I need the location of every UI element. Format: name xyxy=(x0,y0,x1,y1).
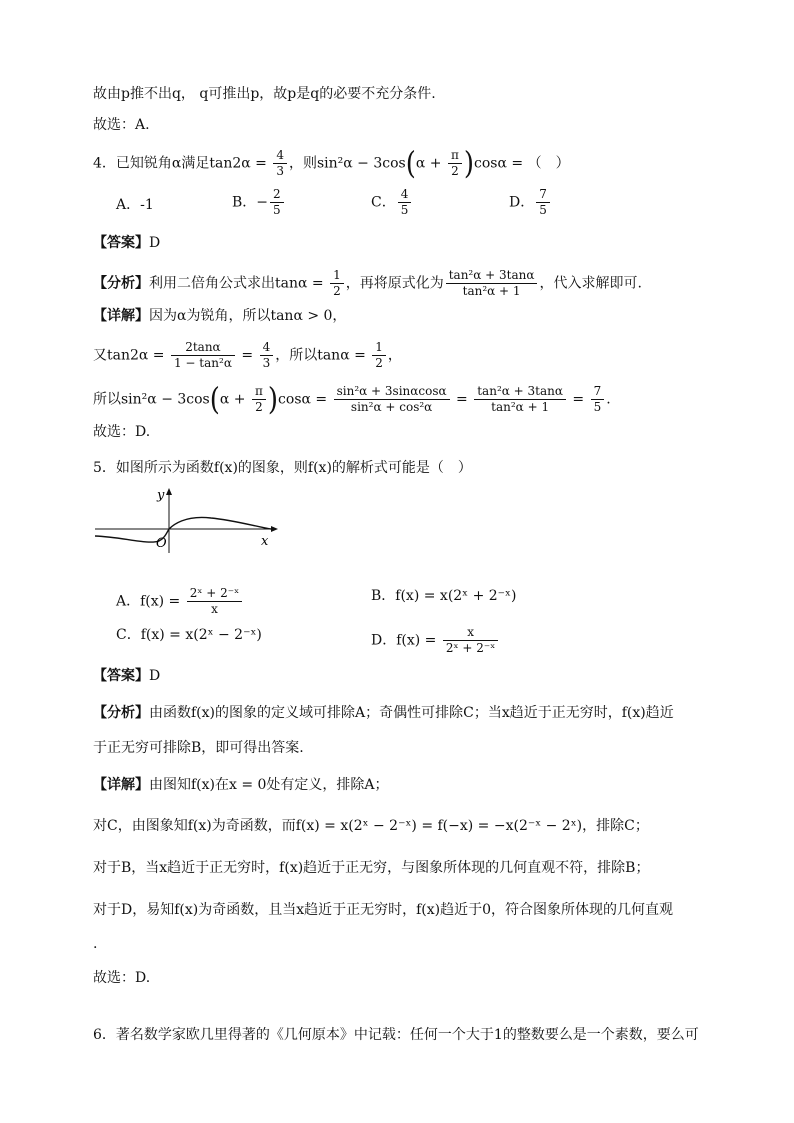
question-4-stem: 4．已知锐角α满足tan2α = $\frac{4}{3}$ ，则sin²α − 3cos(α + $\frac{\pi}{2}$ )cosα = （ ） xyxy=(93,145,570,182)
analysis-line: 【分析】由函数f(x)的图象的定义域可排除A；奇偶性可排除C；当x趋近于正无穷时，f(x)趋近 xyxy=(93,705,674,721)
fraction: $\frac{\pi}{2}$ xyxy=(448,148,462,179)
text-line: 故由p推不出q， q可推出p，故p是q的必要不充分条件. xyxy=(93,86,436,102)
answer-line: 【答案】D xyxy=(93,668,161,684)
answer-line: 【答案】D xyxy=(93,235,161,251)
option-c: C． $\frac{4}{5}$ xyxy=(371,187,413,218)
detail-line: 对于B，当x趋近于正无穷时，f(x)趋近于正无穷，与图象所体现的几何直观不符，排除B； xyxy=(93,860,650,876)
fraction: $\frac{4}{3}$ xyxy=(273,148,287,179)
option-b: B．f(x) = x(2ˣ + 2⁻ˣ) xyxy=(371,588,517,604)
choice-line: 故选：A. xyxy=(93,117,150,133)
detail-line: . xyxy=(93,936,98,952)
choice-line: 故选：D. xyxy=(93,424,151,440)
option-b: B．− $\frac{2}{5}$ xyxy=(232,187,286,218)
option-a: A．f(x) = $\frac{\text{2ˣ + 2⁻ˣ}}{x}$ xyxy=(116,586,244,617)
detail-line: 对于D，易知f(x)为奇函数，且当x趋近于正无穷时，f(x)趋近于0，符合图象所体现的几何直观 xyxy=(93,902,674,918)
x-axis-arrow-icon xyxy=(271,526,278,532)
option-a: A．-1 xyxy=(116,197,154,213)
option-d: D． $\frac{7}{5}$ xyxy=(509,187,552,218)
y-axis-label: y xyxy=(157,488,165,503)
detail-line: 所以sin²α − 3cos(α + $\frac{\pi}{2}$ )cosα = $\frac{\text{sin²α + 3sinαcosα}}{\text{sin²α + cos²α}}$ = $\frac{\text{tan²α + 3tanα}}{\text{tan²α + 1}}$ = $\frac{7}{5}$ . xyxy=(93,381,611,418)
x-axis-label: x xyxy=(261,534,269,549)
y-axis-arrow-icon xyxy=(166,488,172,495)
option-d: D．f(x) = $\frac{x}{\text{2ˣ + 2⁻ˣ}}$ xyxy=(371,625,500,656)
detail-line: 【详解】由图知f(x)在x = 0处有定义，排除A； xyxy=(93,777,389,793)
detail-line: 【详解】因为α为锐角，所以tanα > 0， xyxy=(93,308,347,324)
function-curve xyxy=(95,517,271,542)
detail-line: 对C，由图象知f(x)为奇函数，而f(x) = x(2ˣ − 2⁻ˣ) = f(−x) = −x(2⁻ˣ − 2ˣ)，排除C； xyxy=(93,818,649,834)
choice-line: 故选：D. xyxy=(93,970,151,986)
function-graph xyxy=(93,485,283,555)
analysis-line: 于正无穷可排除B，即可得出答案. xyxy=(93,740,304,756)
origin-label: O xyxy=(156,536,167,551)
question-5-stem: 5．如图所示为函数f(x)的图象，则f(x)的解析式可能是（ ） xyxy=(93,460,472,476)
option-c: C．f(x) = x(2ˣ − 2⁻ˣ) xyxy=(116,627,262,643)
detail-line: 又tan2α = $\frac{2\tan\alpha}{\text{1 − tan²α}}$ = $\frac{4}{3}$ ，所以tanα = $\frac{1}{2}$ ， xyxy=(93,340,402,370)
question-6-stem: 6．著名数学家欧几里得著的《几何原本》中记载：任何一个大于1的整数要么是一个素数，要么可 xyxy=(93,1027,699,1043)
analysis-line: 【分析】利用二倍角公式求出tanα = $\frac{1}{2}$ ，再将原式化为 $\frac{\text{tan²α + 3tanα}}{\text{tan²α + 1}}$ ，代入求解即可. xyxy=(93,268,642,298)
